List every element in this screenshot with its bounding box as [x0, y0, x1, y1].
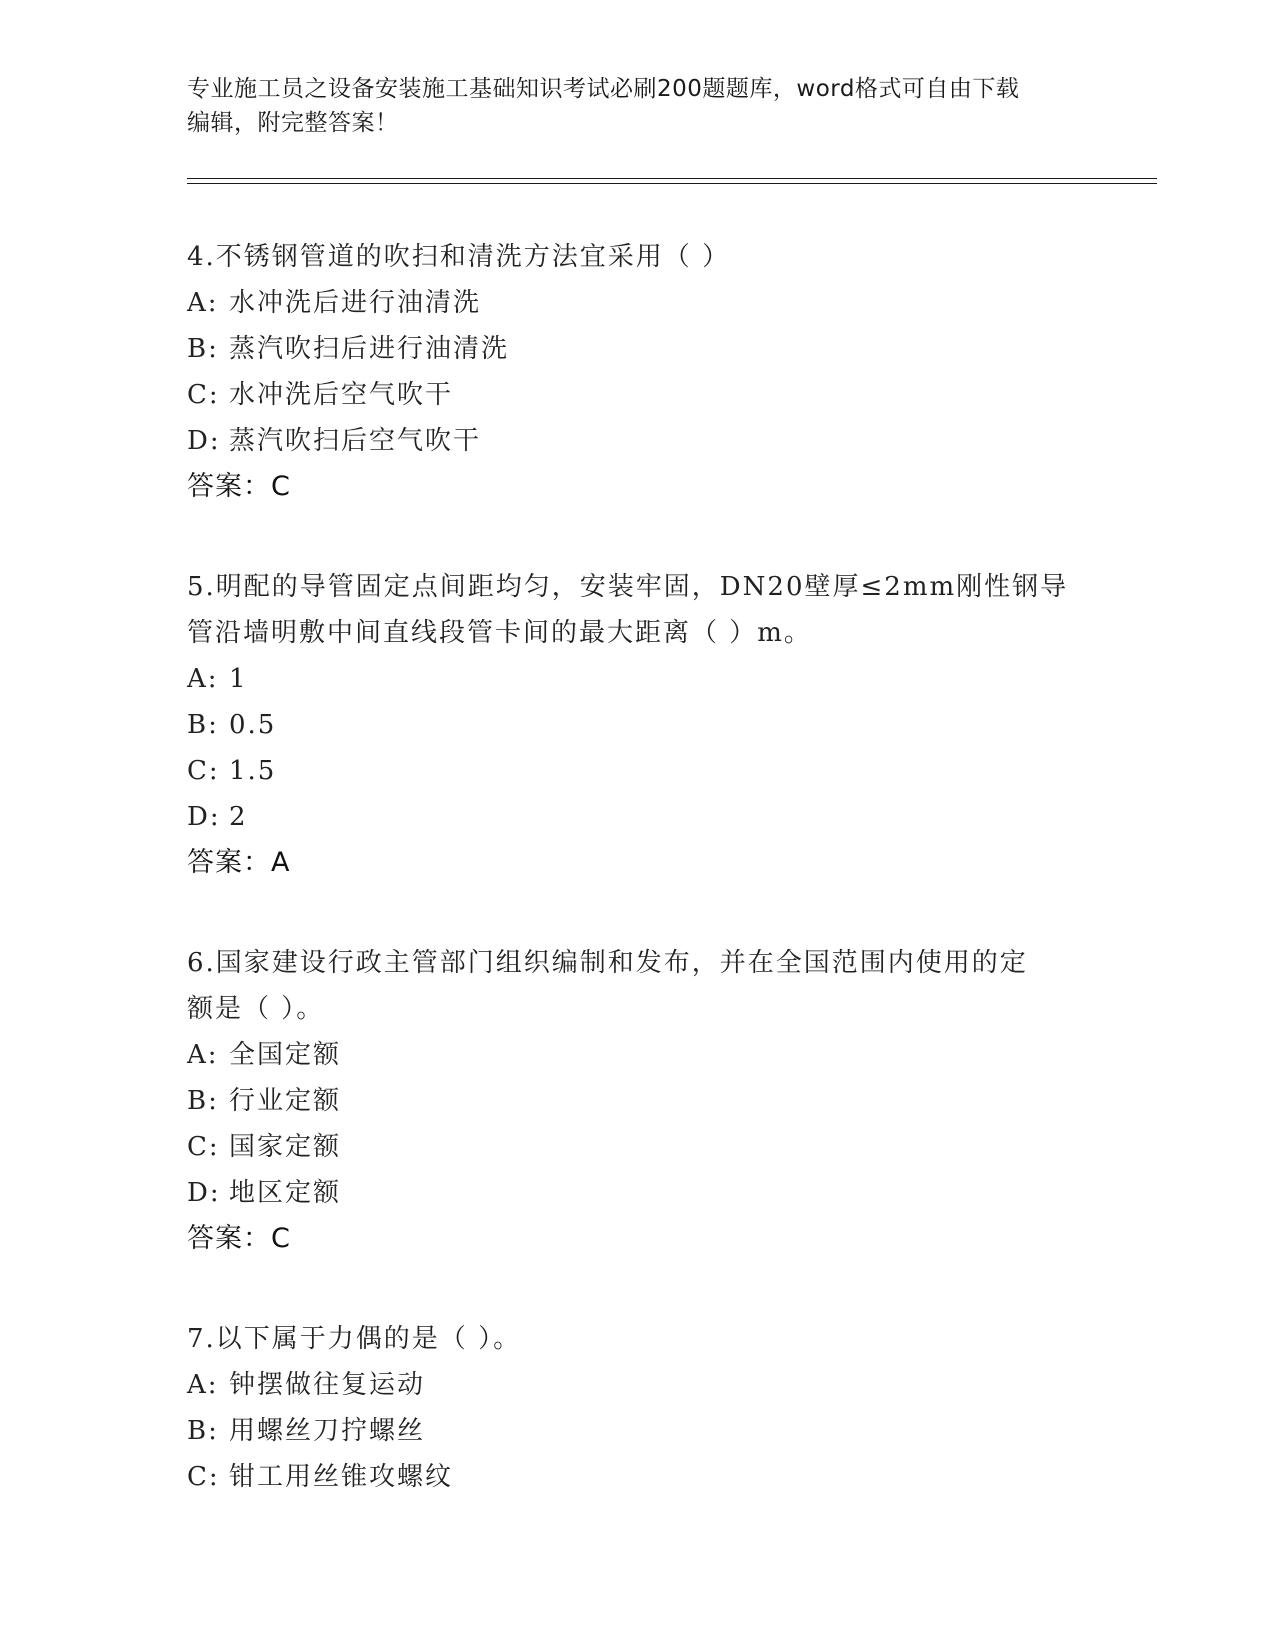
question-text — [187, 1316, 1107, 1362]
question-block — [187, 940, 1107, 1302]
header-divider-top — [187, 178, 1157, 179]
option-key: C: — [187, 380, 220, 410]
option-key: A: — [187, 1370, 219, 1400]
answer-option — [187, 1362, 1107, 1408]
question-block — [187, 564, 1107, 926]
option-key: B: — [187, 710, 219, 740]
question-text-line: 6.国家建设行政主管部门组织编制和发布，并在全国范围内使用的定 — [187, 948, 1028, 978]
answer-option — [187, 1032, 1107, 1078]
question-list — [187, 234, 1107, 1514]
option-text: 蒸汽吹扫后空气吹干 — [229, 426, 482, 456]
option-key: C: — [187, 1132, 220, 1162]
answer-option — [187, 372, 1107, 418]
answer-option — [187, 1078, 1107, 1124]
option-text: 地区定额 — [229, 1178, 342, 1208]
option-key: C: — [187, 1462, 220, 1492]
option-text: 蒸汽吹扫后进行油清洗 — [229, 334, 510, 364]
option-key: A: — [187, 288, 219, 318]
option-key: B: — [187, 1416, 219, 1446]
answer-option — [187, 1124, 1107, 1170]
answer-option — [187, 748, 1107, 794]
option-text: 用螺丝刀拧螺丝 — [229, 1416, 426, 1446]
header-divider-bottom — [187, 183, 1157, 184]
option-text: 2 — [229, 802, 248, 832]
option-text: 钟摆做往复运动 — [229, 1370, 426, 1400]
answer-key: 答案：A — [187, 847, 291, 878]
question-text-line: 管沿墙明敷中间直线段管卡间的最大距离（ ）m。 — [187, 618, 812, 648]
answer-option — [187, 1170, 1107, 1216]
answer-option — [187, 326, 1107, 372]
answer-key: 答案：C — [187, 1223, 291, 1254]
option-key: C: — [187, 756, 220, 786]
option-text: 1.5 — [229, 756, 277, 786]
option-text: 国家定额 — [229, 1132, 342, 1162]
option-key: B: — [187, 1086, 219, 1116]
header-title-line-1: 专业施工员之设备安装施工基础知识考试必刷200题题库，word格式可自由下载 — [187, 76, 1020, 102]
question-text — [187, 940, 1107, 1032]
answer-option — [187, 1408, 1107, 1454]
option-key: D: — [187, 426, 221, 456]
option-text: 水冲洗后空气吹干 — [229, 380, 454, 410]
answer-option — [187, 1454, 1107, 1500]
answer-option — [187, 794, 1107, 840]
answer-option — [187, 656, 1107, 702]
option-key: B: — [187, 334, 219, 364]
option-text: 水冲洗后进行油清洗 — [229, 288, 482, 318]
question-text-line: 7.以下属于力偶的是（ ）。 — [187, 1324, 522, 1354]
option-key: A: — [187, 1040, 219, 1070]
option-text: 0.5 — [229, 710, 277, 740]
question-text-line: 5.明配的导管固定点间距均匀，安装牢固，DN20壁厚≤2mm刚性钢导 — [187, 572, 1069, 602]
option-text: 行业定额 — [229, 1086, 342, 1116]
question-block — [187, 234, 1107, 550]
option-text: 全国定额 — [229, 1040, 342, 1070]
answer-option — [187, 702, 1107, 748]
option-key: D: — [187, 1178, 221, 1208]
option-text: 钳工用丝锥攻螺纹 — [229, 1462, 454, 1492]
header-title-line-2: 编辑，附完整答案！ — [187, 110, 399, 136]
option-key: D: — [187, 802, 221, 832]
option-key: A: — [187, 664, 219, 694]
question-text-line: 额是（ ）。 — [187, 994, 325, 1024]
answer-option — [187, 418, 1107, 464]
document-header — [187, 72, 1087, 140]
question-text-line: 4.不锈钢管道的吹扫和清洗方法宜采用（ ） — [187, 242, 731, 272]
answer-key: 答案：C — [187, 471, 291, 502]
option-text: 1 — [229, 664, 248, 694]
question-text — [187, 564, 1107, 656]
question-block — [187, 1316, 1107, 1500]
question-text — [187, 234, 1107, 280]
answer-option — [187, 280, 1107, 326]
